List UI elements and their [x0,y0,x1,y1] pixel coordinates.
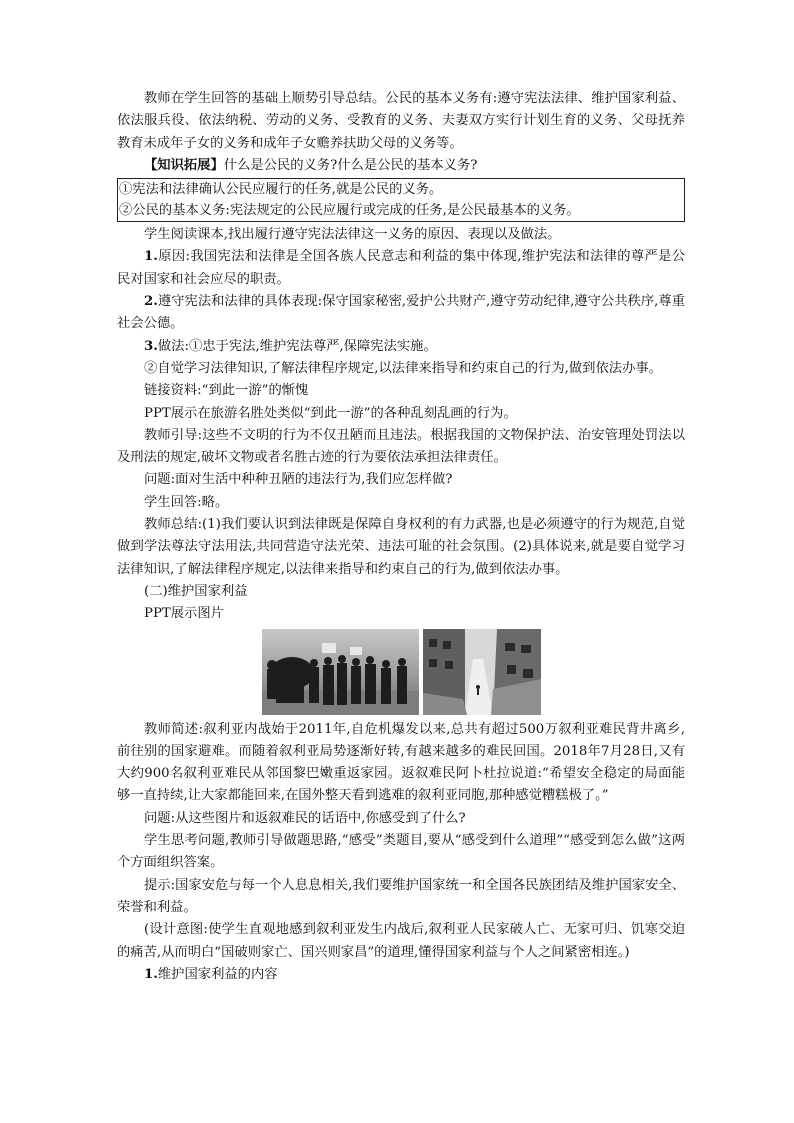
photo-row [117,629,685,715]
box-line-1: ①宪法和法律确认公民应履行的任务,就是公民的义务。 [119,182,443,198]
summary-paragraph: 教师在学生回答的基础上顺势引导总结。公民的基本义务有:遵守宪法法律、维护国家利益、依法服兵役、依法纳税、劳动的义务、受教育的义务、夫妻双方实行计划生育的义务、父母抚养教育未成年子女的义务和成年子女赡养扶助父母的义务等。 [117,91,685,151]
box-line-2: ②公民的基本义务:宪法规定的公民应履行或完成的任务,是公民最基本的义务。 [119,203,580,219]
last-item-text: 维护国家利益的内容 [157,966,278,982]
knowledge-extension-title: 【知识拓展】 [144,157,224,173]
refugees-walking-photo [262,629,419,715]
teacher-guide: 教师引导:这些不文明的行为不仅丑陋而且违法。根据我国的文物保护法、治安管理处罚法以及刑法的规定,破坏文物或者名胜古迹的行为要依法承担法律责任。 [117,427,685,466]
item-2-text: 遵守宪法和法律的具体表现:保守国家秘密,爱护公共财产,遵守劳动纪律,遵守公共秩序,尊重社会公德。 [117,294,685,332]
knowledge-extension-question: 什么是公民的义务?什么是公民的基本义务? [223,157,478,173]
section-heading-2: (二)维护国家利益 [144,583,248,599]
item-1 [117,246,685,291]
question-1: 问题:面对生活中种种丑陋的违法行为,我们应怎样做? [144,472,453,488]
item-3-number: 3. [144,338,158,354]
item-3-text: 做法:①忠于宪法,维护宪法尊严,保障宪法实施。 [157,338,437,354]
student-answer: 学生回答:略。 [144,494,229,510]
knowledge-box [117,178,685,222]
ppt-show-1: PPT展示在旅游名胜处类似“到此一游”的各种乱刻乱画的行为。 [144,405,517,421]
student-think: 学生思考问题,教师引导做题思路,“感受”类题目,要从“感受到什么道理”“感受到怎么做”这两个方面组织答案。 [117,833,685,871]
last-item [117,964,685,986]
reading-task-paragraph: 学生阅读课本,找出履行遵守宪法法律这一义务的原因、表现以及做法。 [144,227,561,243]
hint-paragraph: 提示:国家安危与每一个人息息相关,我们要维护国家统一和全国各民族团结及维护国家安全、荣誉和利益。 [117,877,685,915]
teacher-narrate: 教师简述:叙利亚内战始于2011年,自危机爆发以来,总共有超过500万叙利亚难民背井离乡,前往别的国家避难。而随着叙利亚局势逐渐好转,有越来越多的难民回国。2018年7月28日,又有大约900名叙利亚难民从邻国黎巴嫩重返家园。返叙难民阿卜杜拉说道:“希望安全稳定的局面能够一直持续,让大家都能回来,在国外整天看到逃难的叙利亚同胞,那种感觉糟糕极了。” [117,721,685,804]
last-item-number: 1. [144,966,158,982]
knowledge-extension-line [117,155,685,177]
item-2-number: 2. [144,294,158,310]
document-page [117,88,685,986]
item-1-text: 原因:我国宪法和法律是全国各族人民意志和利益的集中体现,维护宪法和法律的尊严是公民对国家和社会应尽的职责。 [117,249,685,287]
item-2 [117,291,685,336]
item-3-sub: ②自觉学习法律知识,了解法律程序规定,以法律来指导和约束自己的行为,做到依法办事。 [144,360,662,376]
design-intent: (设计意图:使学生直观地感到叙利亚发生内战后,叙利亚人民家破人亡、无家可归、饥寒交迫的痛苦,从而明白“国破则家亡、国兴则家昌”的道理,懂得国家利益与个人之间紧密相连。) [117,922,685,960]
teacher-summary: 教师总结:(1)我们要认识到法律既是保障自身权利的有力武器,也是必须遵守的行为规范,自觉做到学法尊法守法用法,共同营造守法光荣、违法可耻的社会氛围。(2)具体说来,就是要自觉学习法律知识,了解法律程序规定,以法律来指导和约束自己的行为,做到依法办事。 [117,517,685,577]
ppt-show-2: PPT展示图片 [144,606,224,622]
link-material: 链接资料:“到此一游”的惭愧 [144,383,309,399]
ruined-street-photo [423,629,541,715]
item-1-number: 1. [144,249,158,265]
question-2: 问题:从这些图片和返叙难民的话语中,你感受到了什么? [144,810,466,826]
item-3 [117,336,685,358]
